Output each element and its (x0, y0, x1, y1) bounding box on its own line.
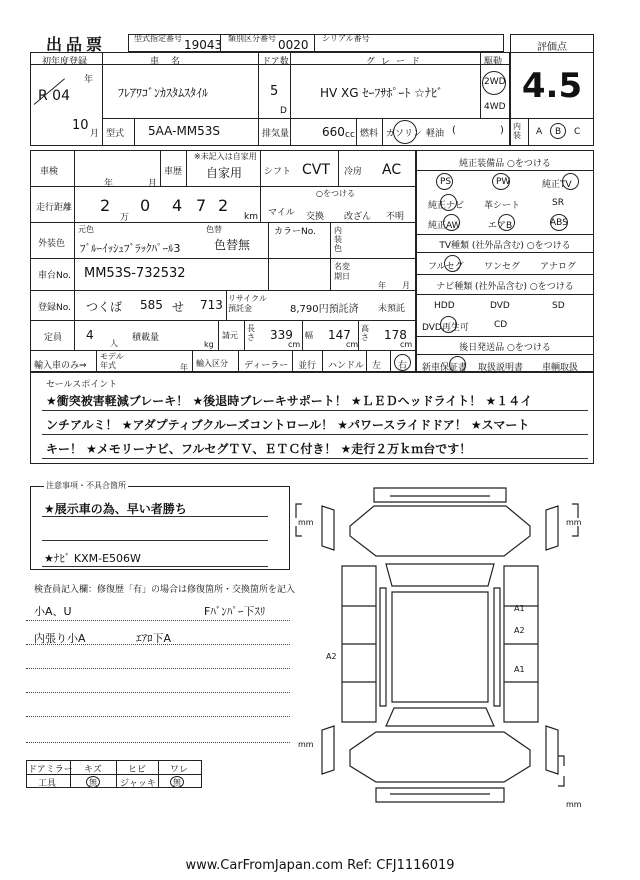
drive-4wd: 4WD (484, 102, 506, 112)
mileage-digit-3: 4 (172, 196, 183, 215)
inspection-year-unit: 年 (104, 179, 114, 189)
legend-tools-circle (86, 776, 100, 788)
tyre-fl-mm: mm (298, 518, 314, 527)
import-parallel: 並行 (298, 361, 317, 371)
serial-number-label: シリアル番号 (322, 34, 370, 43)
equip-pw: PW (496, 177, 511, 187)
legend-jack-mark: 無 (173, 778, 181, 787)
score-value: 4.5 (521, 66, 583, 106)
drive-label: 駆動 (484, 57, 503, 67)
sales-points-label: セールスポイント (46, 380, 118, 390)
import-label: 輸入車のみ⇒ (34, 361, 87, 371)
use-note: ※未記入は自家用 (194, 152, 257, 161)
mileage-man: 万 (120, 213, 130, 223)
tyre-rl-mm: mm (298, 740, 314, 749)
later-warranty: 新車保証書 (422, 363, 468, 373)
original-color-value: ﾌﾞﾙｰｲｯｼｭﾌﾞﾗｯｸﾊﾟｰﾙ3 (80, 242, 181, 255)
inspector-line-2a: 内張り小A (34, 632, 86, 645)
fuel-diesel: 軽油 (426, 129, 445, 139)
sales-line-2: ンチアルミ！ ★アダプティブクルーズコントロール！ ★パワースライドドア！ ★スマート (46, 418, 530, 432)
class-number-value: 0020 (278, 38, 309, 52)
document-title: 出品票 (46, 35, 107, 54)
recolor-value: 色替無 (214, 238, 251, 252)
model-year-unit: 年 (180, 363, 188, 372)
sales-line-1: ★衝突被害軽減ブレーキ！ ★後退時ブレーキサポート！ ★ＬＥＤヘッドライト！ ★１４イ (46, 394, 533, 408)
displacement-value: 660 (322, 125, 345, 139)
size-prefix: 請元 (222, 331, 238, 340)
footer-reference: www.CarFromJapan.com Ref: CFJ1116019 (185, 858, 455, 873)
later-records: 車輌取扱 (542, 363, 579, 373)
legend-jack-circle (170, 776, 184, 788)
legend-scratch: キズ (84, 765, 102, 775)
year-unit: 年 (84, 75, 94, 85)
legend-crack: ヒビ (128, 765, 147, 775)
width-label: 幅 (305, 331, 313, 340)
first-registration-label: 初年度登録 (42, 57, 88, 67)
equip-sr: SR (552, 198, 564, 208)
interior-a: A (536, 127, 543, 137)
capacity-label: 定員 (44, 333, 63, 343)
fuel-paren-close: ) (500, 125, 504, 136)
registration-area: つくば (86, 300, 123, 314)
fuel-label: 燃料 (360, 129, 379, 139)
recycle-value: 8,790円預託済 (290, 304, 359, 315)
damage-a2-left: A2 (326, 652, 337, 661)
tv-analog: アナログ (540, 262, 577, 272)
navi-hdd: HDD (434, 301, 455, 311)
displacement-unit: cc (345, 130, 355, 140)
handle-right: 右 (398, 361, 408, 371)
interior-b: B (555, 127, 562, 137)
interior-color-label: 内装色 (334, 226, 342, 253)
registration-class: 585 (140, 298, 163, 312)
inspector-line-2b: ｴｱﾛ下A (136, 632, 172, 645)
ac-label: 冷房 (344, 167, 363, 177)
fuel-paren-open: ( (452, 125, 456, 136)
import-type-label: 輸入区分 (196, 359, 228, 368)
class-number-label: 類別区分番号 (228, 34, 276, 43)
interior-c: C (574, 127, 581, 137)
inspector-line-1a: 小A、U (34, 605, 72, 618)
equip-gentv: 純正TV (542, 180, 572, 190)
equip-leather: 革シート (484, 201, 521, 211)
model-value: 5AA-MM53S (148, 124, 221, 138)
handle-label: ハンドル (328, 361, 365, 371)
mileage-exchanged: 交換 (306, 212, 325, 222)
equip-ps-circle (436, 173, 453, 190)
tyre-fr-mm: mm (566, 518, 582, 527)
inspector-line-1b: Fﾊﾞﾝﾊﾟｰ下ｽﾘ (204, 605, 266, 618)
length-unit: cm (288, 340, 301, 349)
load-unit: kg (204, 340, 214, 349)
type-number-value: 19043 (184, 38, 223, 52)
navi-sd: SD (552, 301, 565, 311)
equip-pw-circle (492, 173, 510, 190)
shift-label: シフト (264, 167, 292, 177)
registration-number: 713 (200, 298, 223, 312)
load-label: 積載量 (132, 333, 160, 343)
mileage-digit-2: 0 (140, 196, 151, 215)
chassis-value: MM53S-732532 (84, 266, 186, 281)
handle-right-circle (394, 354, 411, 371)
name-change-month: 月 (402, 281, 410, 290)
equip-gennavi: 純正ナビ (428, 201, 465, 211)
later-manual: 取扱説明書 (478, 363, 524, 373)
handle-left: 左 (372, 361, 382, 371)
mileage-altered: 改ざん (344, 212, 372, 222)
notes-line-3: ★ﾅﾋﾞ KXM-E506W (44, 552, 141, 565)
length-label: 長さ (247, 324, 255, 342)
navi-dvd-playback: DVD再生可 (422, 323, 469, 333)
chassis-label: 車台No. (38, 271, 71, 281)
width-value: 147 (328, 328, 351, 342)
navi-dvd-playback-circle (440, 316, 457, 333)
tv-fullseg-circle (444, 255, 461, 272)
damage-a1-bottom: A1 (514, 665, 525, 674)
mile-label: マイル (268, 208, 295, 218)
mileage-unknown: 不明 (386, 212, 405, 222)
tv-fullseg: フルセグ (428, 262, 464, 272)
height-unit: cm (400, 340, 413, 349)
notes-line-1: ★展示車の為、早い者勝ち (44, 502, 187, 516)
mileage-digit-5: 2 (218, 196, 229, 215)
fuel-gasoline: ガソリン (386, 129, 423, 139)
later-items-title: 後日発送品 ○をつける (459, 343, 551, 353)
notes-label: 注意事項・不具合箇所 (46, 481, 126, 490)
capacity-unit: 人 (110, 339, 118, 348)
mileage-digit-4: 7 (196, 196, 207, 215)
first-registration-era: R 04 (38, 88, 70, 104)
equip-abs-circle (550, 214, 568, 231)
import-dealer: ディーラー (244, 361, 289, 371)
registration-kana: せ (172, 300, 185, 314)
tv-type-title: TV種類 (社外品含む) ○をつける (439, 241, 571, 251)
navi-cd: CD (494, 320, 508, 330)
mileage-label: 走行距離 (36, 203, 73, 213)
height-label: 高さ (361, 324, 369, 342)
month-unit: 月 (90, 129, 100, 139)
inspection-label: 車検 (40, 167, 59, 177)
equip-gennavi-circle (440, 194, 457, 211)
car-name-value: ﾌﾚｱﾜｺﾞﾝｶｽﾀﾑｽﾀｲﾙ (118, 86, 209, 100)
equip-gentv-circle (562, 173, 579, 190)
first-registration-month: 10 (72, 118, 89, 133)
grade-value: HV XG ｾｰﾌｻﾎﾟｰﾄ ☆ﾅﾋﾞ (320, 86, 443, 100)
grade-label: グレード (366, 57, 427, 67)
mileage-circle-note: ○をつける (316, 189, 355, 198)
recycle-label: リサイクル預託金 (228, 294, 267, 313)
height-value: 178 (384, 328, 407, 342)
legend-tools-mark: 無 (89, 778, 97, 787)
score-label: 評価点 (537, 42, 567, 53)
displacement-label: 排気量 (262, 129, 290, 139)
navi-dvd: DVD (490, 301, 510, 311)
equip-airbag-circle (498, 214, 515, 231)
recolor-label: 色替 (206, 225, 222, 234)
color-number-label: カラーNo. (274, 227, 316, 237)
fuel-gasoline-circle (393, 120, 417, 144)
name-change-label: 名変期日 (334, 262, 350, 281)
legend-tools: 工具 (38, 779, 57, 789)
car-damage-diagram (290, 476, 610, 816)
door-count-label: ドア数 (262, 57, 289, 67)
door-d: D (280, 106, 287, 116)
original-color-label: 元色 (78, 225, 94, 234)
model-year-label: モデル年式 (100, 352, 124, 370)
legend-break: ワレ (170, 765, 189, 775)
equip-abs: ABS (550, 218, 568, 228)
use-value: 自家用 (206, 166, 243, 180)
sales-line-3: キー！ ★メモリーナビ、フルセグＴＶ、ＥＴＣ付き！ ★走行２万ｋｍ台です！ (46, 442, 472, 456)
drive-2wd: 2WD (484, 77, 506, 87)
equip-ps: PS (440, 177, 452, 187)
damage-a1-top: A1 (514, 604, 525, 613)
equip-genaw: 純正AW (428, 221, 461, 231)
width-unit: cm (346, 340, 359, 349)
car-name-label: 車名 (150, 57, 193, 67)
later-warranty-circle (449, 356, 466, 373)
shift-value: CVT (302, 162, 330, 178)
inspector-note-label: 検査員記入欄：修復歴「有」の場合は修復箇所・交換箇所を記入 (34, 585, 296, 595)
mileage-digit-1: 2 (100, 196, 111, 215)
interior-label: 内装 (513, 122, 521, 140)
legend-door-mirror: ドアミラー (28, 765, 73, 775)
equip-airbag: エアB (488, 221, 513, 231)
ac-value: AC (382, 162, 402, 178)
navi-type-title: ナビ種類 (社外品含む) ○をつける (436, 282, 574, 292)
use-label: 車歴 (164, 167, 183, 177)
model-label: 型式 (106, 129, 125, 139)
interior-b-circle (550, 123, 566, 139)
mileage-unit: km (244, 212, 258, 222)
door-count-value: 5 (270, 84, 279, 99)
exterior-color-label: 外装色 (38, 239, 66, 249)
tv-oneseg: ワンセグ (484, 262, 521, 272)
length-value: 339 (270, 328, 293, 342)
tyre-rr-mm: mm (566, 800, 582, 809)
equip-genaw-circle (443, 214, 460, 231)
name-change-year: 年 (378, 281, 386, 290)
capacity-value: 4 (86, 328, 94, 342)
inspection-month-unit: 月 (148, 179, 158, 189)
recycle-not-deposited: 未預託 (378, 304, 406, 314)
legend-jack: ジャッキ (120, 779, 156, 789)
equipment-title: 純正装備品 ○をつける (459, 159, 551, 169)
damage-a2-right: A2 (514, 626, 525, 635)
registration-label: 登録No. (38, 303, 71, 313)
type-number-label: 型式指定番号 (134, 34, 182, 43)
